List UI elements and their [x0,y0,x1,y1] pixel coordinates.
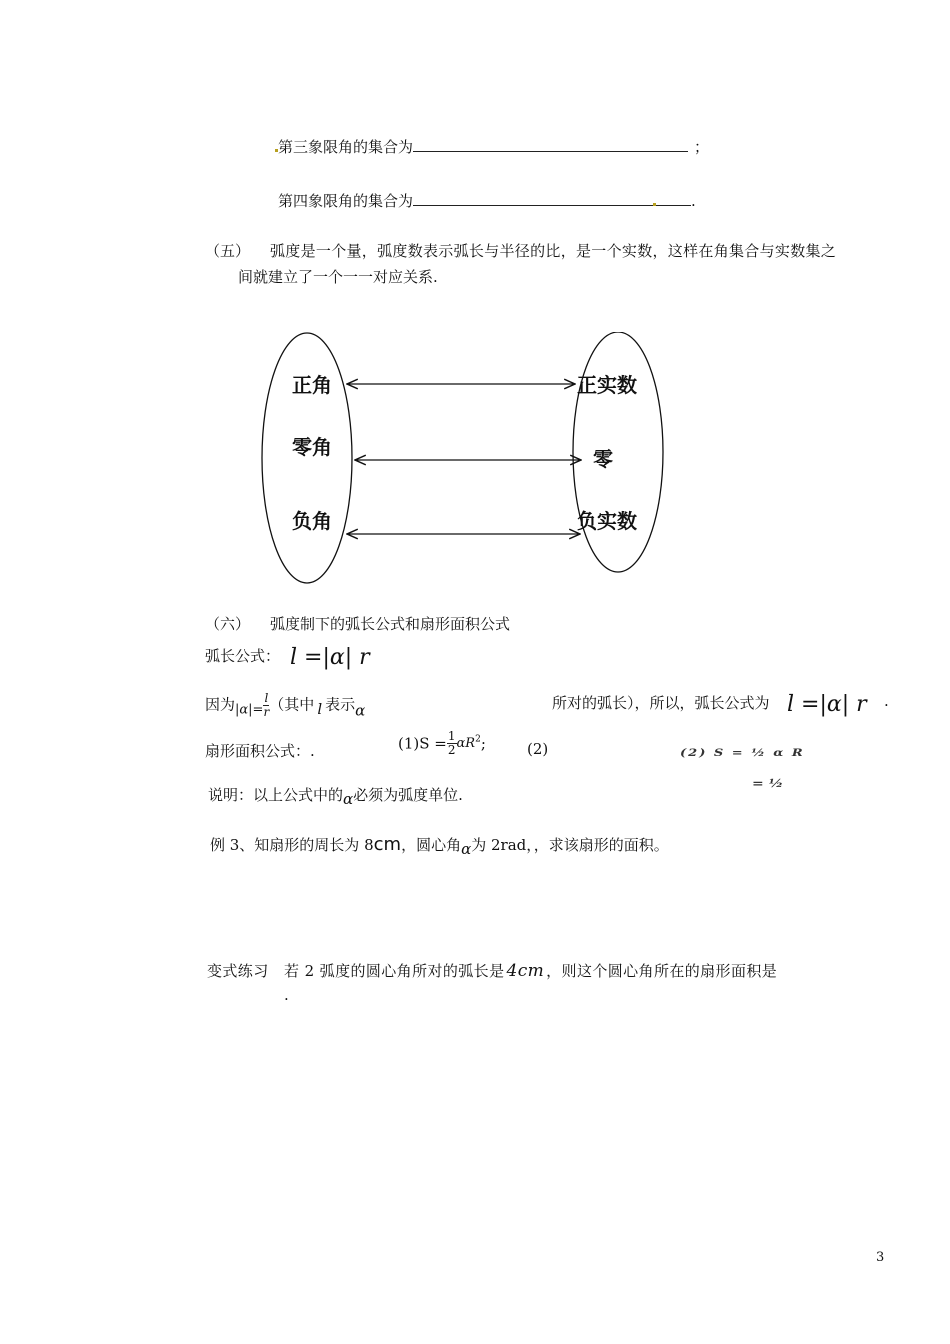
section5-text1: 弧度是一个量，弧度数表示弧长与半径的比，是一个实数，这样在角集合与实数集之 [270,242,837,260]
q4-line [278,190,696,211]
superscript-2: 2 [475,734,481,745]
arc-length-label: 弧长公式： [205,647,281,665]
note-text-b: 必须为弧度单位. [353,786,463,804]
period: . [884,692,889,710]
s1-prefix: (1)S = [398,734,447,753]
q4-blank[interactable] [413,191,653,206]
half-den: 2 [447,743,456,757]
right-negative-real: 负实数 [577,509,637,533]
q4-label: 第四象限角的集合为 [278,192,414,210]
q3-end: ； [694,138,710,156]
garbled-formula-1: (2) S = ½ α R [680,747,805,760]
s1-end: ; [480,734,486,753]
note-line [208,784,463,808]
q3-label: 第三象限角的集合为 [278,138,414,156]
note-alpha: α [343,790,354,808]
frac-den: r [263,705,270,719]
sector-formula-2-prefix: (2) [527,740,549,758]
example3-text-c: 为 2rad，，求该扇形的面积。 [471,836,669,854]
arc-length-formula: l =|α| r [290,645,370,670]
section5-text2: 间就建立了一个一一对应关系. [238,268,438,286]
example3-text-a: 例 3、知扇形的周长为 8 [210,836,374,854]
s1-rest: αR [456,736,476,751]
section5-num: （五） [205,242,251,260]
arc-rest-text: 所对的弧长），所以，弧长公式为 [552,694,770,712]
alpha-symbol: α [355,701,366,720]
l-symbol: l [317,699,323,718]
garbled-formula-2: = ½ [752,777,784,791]
exercise [207,960,777,981]
exercise-end: . [284,986,289,1004]
exercise-text-a: 变式练习 若 2 弧度的圆心角所对的弧长是 [207,962,505,980]
left-positive-angle: 正角 [292,373,332,397]
left-negative-angle: 负角 [292,509,332,533]
example3-alpha: α [461,840,472,858]
q4-blank-2[interactable] [656,191,691,206]
sector-formula-1 [398,730,486,757]
because-text: 因为 [205,695,236,714]
right-positive-real: 正实数 [577,373,637,397]
left-zero-angle: 零角 [292,435,332,459]
note-text-a: 说明：以上公式中的 [208,786,344,804]
q3-blank[interactable] [413,137,688,152]
half-num: 1 [447,729,456,743]
frac-num: l [264,691,269,705]
right-zero: 零 [593,447,613,471]
right-ellipse [573,332,663,572]
q4-end: . [691,192,696,210]
exercise-text-b: ，则这个圆心角所在的扇形面积是 [546,962,778,980]
page-number: 3 [876,1250,885,1265]
arc-length-formula-2: l =|α| r [787,692,867,717]
because-line [205,692,365,720]
abs-alpha: |α|= [235,702,264,718]
section6-title: 弧度制下的弧长公式和扇形面积公式 [270,615,511,633]
exercise-value: 4cm [506,961,545,981]
means-text: 表示 [325,695,356,714]
q3-line [275,136,709,157]
fraction-half [447,730,457,757]
section6-num: （六） [205,615,251,633]
paren-text: （其中 [269,695,315,714]
example-3 [210,834,669,858]
sector-area-label: 扇形面积公式：. [205,742,315,760]
example3-text-b: ，圆心角 [401,836,462,854]
example3-cm: cm [373,834,402,855]
